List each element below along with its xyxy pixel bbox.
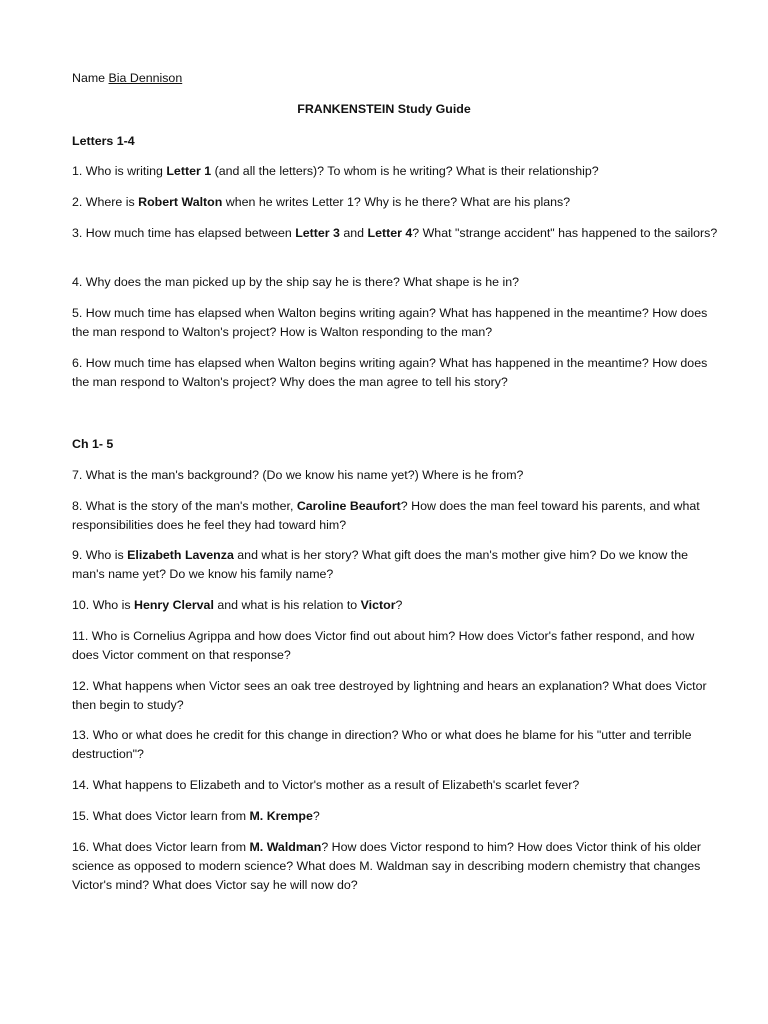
question-text: What does Victor learn from: [92, 840, 250, 854]
question-3: [72, 224, 722, 243]
question-number: 15.: [72, 809, 90, 823]
question-number: 1.: [72, 164, 83, 178]
question-text: What does Victor learn from: [92, 809, 250, 823]
question-number: 10.: [72, 598, 90, 612]
question-9: [72, 546, 722, 584]
question-text: ? How does Victor respond to him? How does Victor think of his older science as opposed to modern science? What does M. Waldman say in describing modern chemistry that changes Victor's mind? What does Victor say he will now do?: [72, 840, 702, 892]
question-text: Who or what does he credit for this change in direction? Who or what does he blame for his "utter and terrible destruction"?: [72, 728, 692, 761]
question-key-term: Caroline Beaufort: [296, 499, 401, 513]
question-text: Where is: [85, 195, 139, 209]
question-7: [72, 466, 722, 485]
question-text: ? What "strange accident" has happened to the sailors?: [412, 226, 718, 240]
question-text: What is the story of the man's mother,: [85, 499, 297, 513]
question-text: Why does the man picked up by the ship say he is there? What shape is he in?: [85, 275, 520, 289]
question-key-term: Victor: [360, 598, 396, 612]
section-heading: Ch 1- 5: [72, 437, 114, 451]
question-5: [72, 304, 722, 342]
question-15: [72, 807, 722, 826]
question-key-term: Letter 3: [295, 226, 340, 240]
question-text: and: [339, 226, 368, 240]
question-key-term: Letter 1: [166, 164, 212, 178]
student-name-line: [72, 69, 182, 88]
question-number: 5.: [72, 306, 83, 320]
question-text: What happens when Victor sees an oak tree destroyed by lightning and hears an explanation? What does Victor then begin to study?: [72, 679, 707, 712]
question-10: [72, 596, 722, 615]
question-key-term: M. Waldman: [249, 840, 322, 854]
question-text: How much time has elapsed between: [85, 226, 296, 240]
document-title: FRANKENSTEIN Study Guide: [297, 102, 471, 116]
question-key-term: Elizabeth Lavenza: [127, 548, 234, 562]
question-number: 13.: [72, 728, 90, 742]
question-text: and what is her story? What gift does the man's mother give him? Do we know the man's name yet? Do we know his family name?: [72, 548, 688, 581]
name-label: Name: [72, 71, 106, 85]
question-text: Who is Cornelius Agrippa and how does Victor find out about him? How does Victor's father respond, and how does Victor comment on that response?: [72, 629, 695, 662]
question-number: 8.: [72, 499, 83, 513]
question-11: [72, 627, 722, 665]
question-text: Who is: [92, 598, 134, 612]
question-number: 3.: [72, 226, 83, 240]
question-text: How much time has elapsed when Walton begins writing again? What has happened in the meantime? How does the man respond to Walton's project? How is Walton responding to the man?: [72, 306, 708, 339]
question-number: 14.: [72, 778, 90, 792]
question-text: ?: [395, 598, 403, 612]
question-16: [72, 838, 722, 895]
question-text: Who is writing: [85, 164, 167, 178]
question-text: (and all the letters)? To whom is he writing? What is their relationship?: [211, 164, 599, 178]
question-key-term: Henry Clerval: [134, 598, 214, 612]
question-13: [72, 726, 722, 764]
question-8: [72, 497, 722, 535]
question-key-term: M. Krempe: [249, 809, 313, 823]
question-number: 9.: [72, 548, 83, 562]
question-number: 16.: [72, 840, 90, 854]
question-text: and what is his relation to: [213, 598, 361, 612]
question-1: [72, 162, 722, 181]
question-number: 7.: [72, 468, 83, 482]
question-text: when he writes Letter 1? Why is he there? What are his plans?: [222, 195, 571, 209]
question-text: What is the man's background? (Do we know his name yet?) Where is he from?: [85, 468, 524, 482]
student-name: Bia Dennison: [108, 71, 183, 85]
question-12: [72, 677, 722, 715]
question-2: [72, 193, 722, 212]
question-text: How much time has elapsed when Walton begins writing again? What has happened in the meantime? How does the man respond to Walton's project? Why does the man agree to tell his story?: [72, 356, 708, 389]
question-key-term: Letter 4: [367, 226, 413, 240]
question-number: 4.: [72, 275, 83, 289]
question-text: What happens to Elizabeth and to Victor's mother as a result of Elizabeth's scarlet fever?: [92, 778, 580, 792]
section-heading: Letters 1-4: [72, 134, 135, 148]
question-text: ? How does the man feel toward his parents, and what responsibilities does he feel they had toward him?: [72, 499, 700, 532]
question-text: Who is: [85, 548, 128, 562]
question-6: [72, 354, 722, 392]
question-14: [72, 776, 722, 795]
question-number: 6.: [72, 356, 83, 370]
question-number: 2.: [72, 195, 83, 209]
question-key-term: Robert Walton: [138, 195, 223, 209]
question-4: [72, 273, 722, 292]
question-text: ?: [312, 809, 320, 823]
question-number: 11.: [72, 629, 89, 643]
question-number: 12.: [72, 679, 90, 693]
